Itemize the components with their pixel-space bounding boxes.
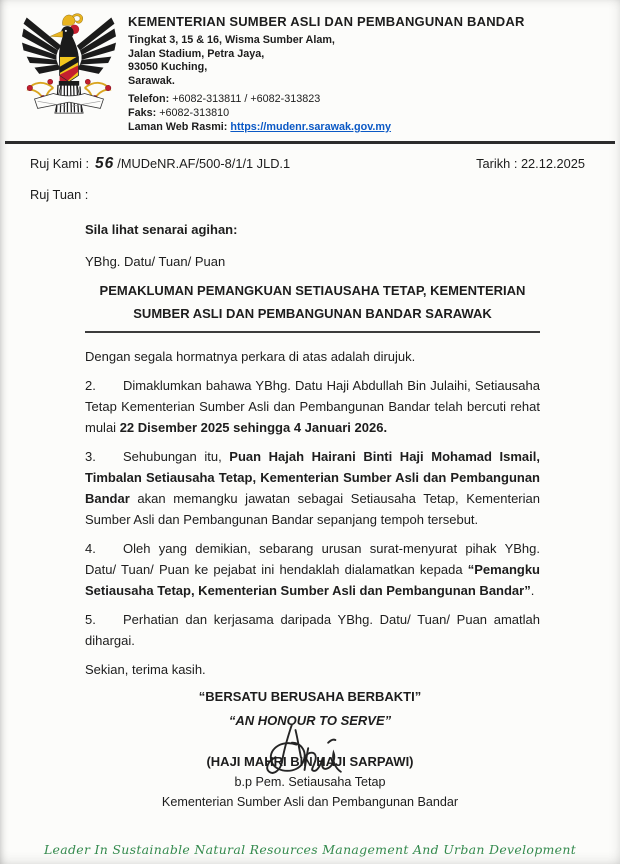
paragraph-3 <box>85 446 540 530</box>
sign-off-block <box>0 687 620 812</box>
paragraph-number: 2. <box>85 377 96 393</box>
date-value: 22.12.2025 <box>520 155 585 171</box>
website-link[interactable]: https://mudenr.sarawak.gov.my <box>230 120 392 133</box>
paragraph-number: 5. <box>85 611 96 627</box>
paragraph-number: 4. <box>85 540 96 556</box>
address-line: Tingkat 3, 15 & 16, Wisma Sumber Alam, <box>128 34 335 46</box>
phone-line <box>128 93 525 107</box>
paragraph-number: 3. <box>85 448 96 464</box>
distribution-note: Sila lihat senarai agihan: <box>85 221 238 237</box>
phone-value: +6082-313811 / +6082-313823 <box>172 93 321 106</box>
letterhead-text <box>128 8 525 134</box>
website-label: Laman Web Rasmi: <box>128 120 228 133</box>
motto-malay: “BERSATU BERUSAHA BERBAKTI” <box>198 688 422 704</box>
signatory-role: b.p Pem. Setiausaha Tetap <box>234 774 386 789</box>
signatory-organisation: Kementerian Sumber Asli dan Pembangunan Bandar <box>161 794 459 809</box>
footer-tagline: Leader In Sustainable Natural Resources Management And Urban Development <box>43 842 577 857</box>
our-reference <box>30 155 290 173</box>
your-reference: Ruj Tuan : <box>30 186 89 202</box>
paragraph-text: Oleh yang demikian, sebarang urusan surat-menyurat pihak YBhg. Datu/ Tuan/ Puan ke pejabat ini hendaklah dialamatkan kepada “Pemangku Setiausaha Tetap, Kementerian Sumber Asli dan Pembangunan Bandar”. <box>85 540 540 598</box>
ref-suffix: /MUDeNR.AF/500-8/1/1 JLD.1 <box>117 155 291 171</box>
address-line: Jalan Stadium, Petra Jaya, <box>128 47 265 60</box>
phone-label: Telefon: <box>128 93 170 106</box>
paragraph-4 <box>85 538 540 601</box>
date-line <box>476 156 585 171</box>
paragraph-text: Perhatian dan kerjasama daripada YBhg. Datu/ Tuan/ Puan amatlah dihargai. <box>85 611 540 648</box>
paragraph-text: Sehubungan itu, Puan Hajah Hairani Binti Haji Mohamad Ismail, Timbalan Setiausaha Tetap, Kementerian Sumber Asli dan Pembangunan Bandar akan memangku jawatan sebagai Setiausaha Tetap, Kementerian Sumber Asli dan Pembangunan Bandar sepanjang tempoh tersebut. <box>85 448 540 527</box>
paragraph-text: Dimaklumkan bahawa YBhg. Datu Haji Abdullah Bin Julaihi, Setiausaha Tetap Kementerian Sumber Asli dan Pembangunan Bandar telah bercuti rehat mulai 22 Disember 2025 sehingga 4 Januari 2026. <box>85 377 540 435</box>
closing-line: Sekian, terima kasih. <box>85 661 206 677</box>
subject-title <box>85 279 540 333</box>
reference-row <box>0 144 620 173</box>
fax-line <box>128 107 525 121</box>
paragraph-2 <box>85 375 540 438</box>
letter-body <box>85 219 540 680</box>
address-line: 93050 Kuching, <box>128 61 208 74</box>
sarawak-coat-of-arms-icon <box>22 8 116 132</box>
ruj-kami-label: Ruj Kami : <box>30 155 90 171</box>
handwritten-ref-number: 56 <box>95 154 115 172</box>
subject-line-2: SUMBER ASLI DAN PEMBANGUNAN BANDAR SARAWAK <box>133 305 492 321</box>
motto-english: “AN HONOUR TO SERVE” <box>228 712 392 728</box>
salutation: YBhg. Datu/ Tuan/ Puan <box>85 253 226 269</box>
subject-line-1: PEMAKLUMAN PEMANGKUAN SETIAUSAHA TETAP, KEMENTERIAN <box>99 282 526 298</box>
letterhead <box>0 0 620 134</box>
fax-value: +6082-313810 <box>159 106 230 119</box>
fax-label: Faks: <box>128 106 157 119</box>
signatory-name: (HAJI MAHRI BIN HAJI SARPAWI) <box>206 753 414 769</box>
website-line <box>128 121 525 135</box>
address-line: Sarawak. <box>128 74 175 87</box>
paragraph-5 <box>85 609 540 651</box>
date-label: Tarikh : <box>476 155 518 171</box>
ministry-name: KEMENTERIAN SUMBER ASLI DAN PEMBANGUNAN BANDAR <box>128 14 525 29</box>
paragraph-1: Dengan segala hormatnya perkara di atas adalah dirujuk. <box>85 348 416 364</box>
